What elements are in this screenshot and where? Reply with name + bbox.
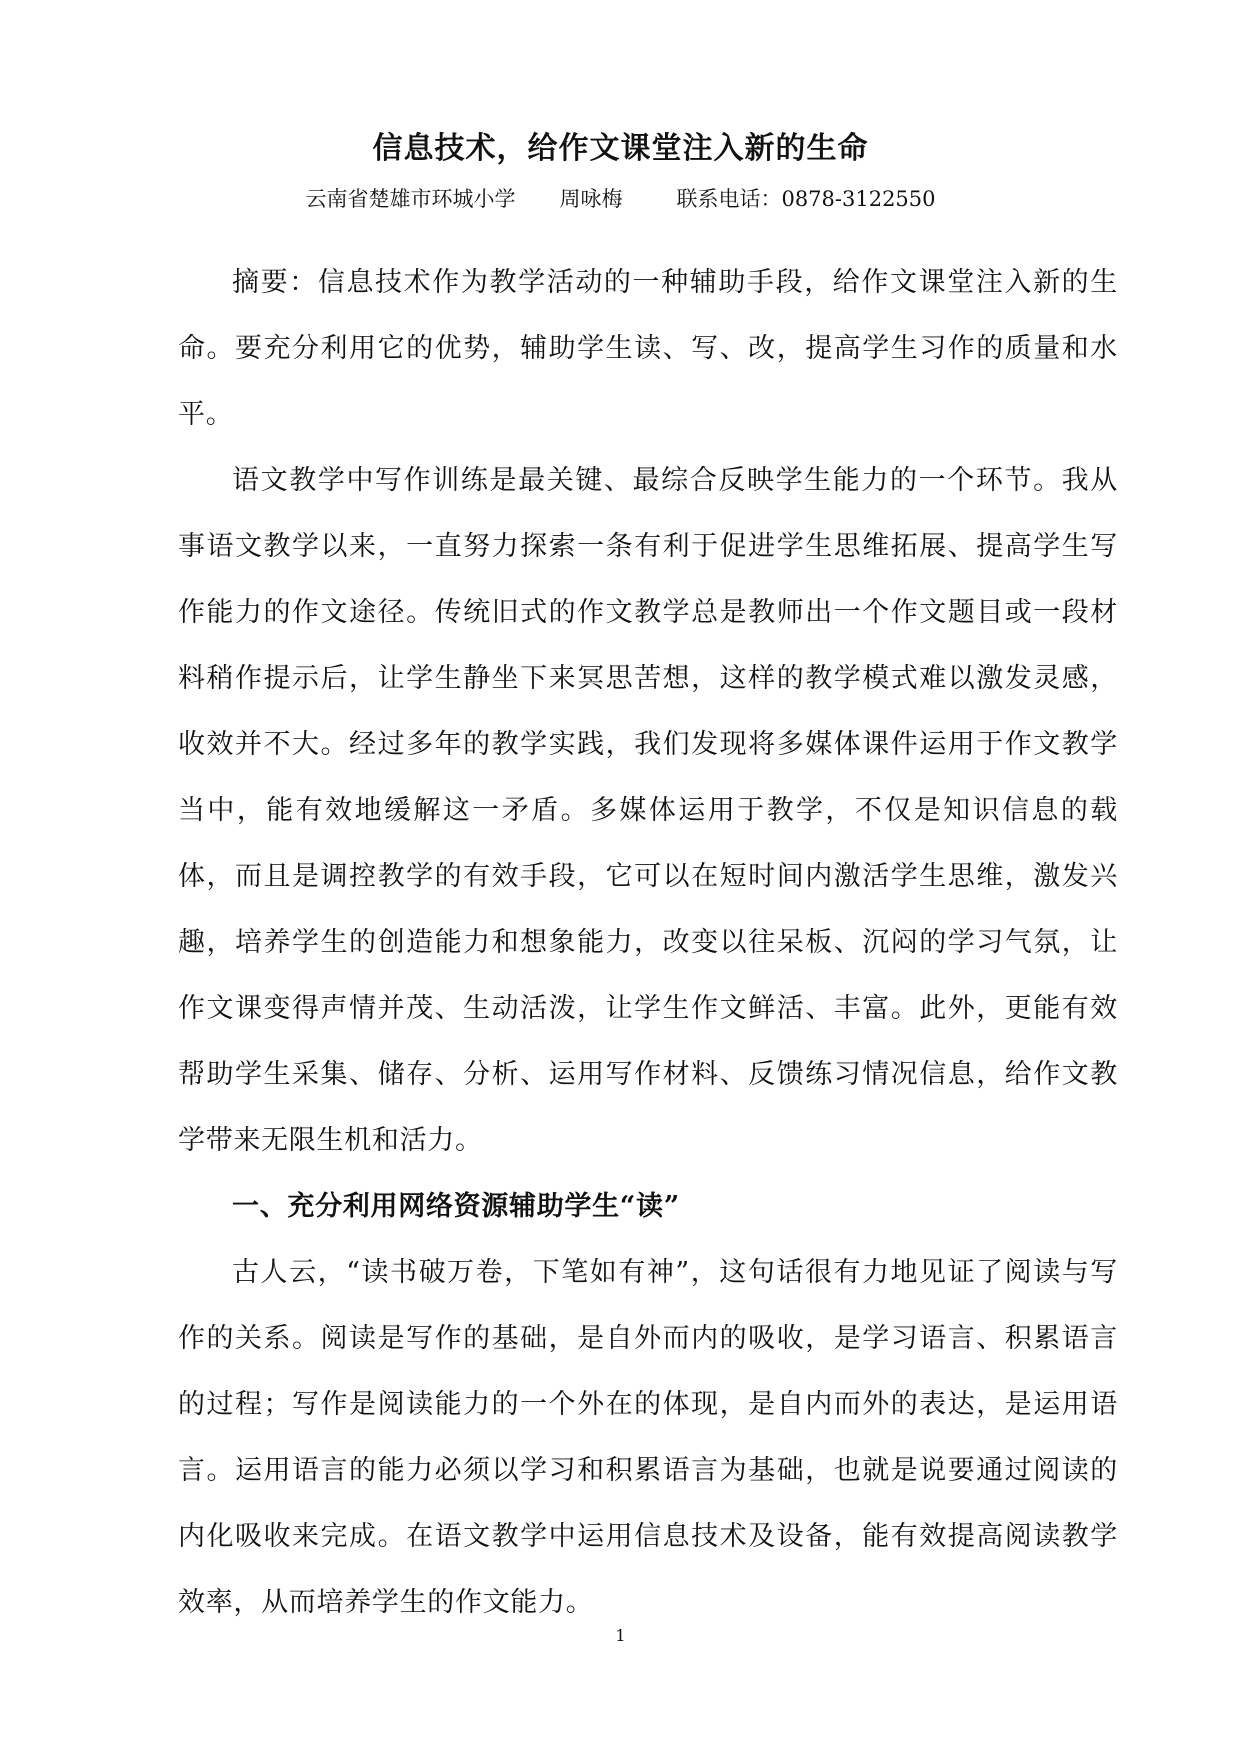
byline-contact: 联系电话：0878-3122550 [676,187,936,211]
document-title: 信息技术，给作文课堂注入新的生命 [372,131,869,166]
section-paragraph: 古人云，“读书破万卷，下笔如有神”，这句话很有力地见证了阅读与写作的关系。阅读是写作的基础，是自外而内的吸收，是学习语言、积累语言的过程；写作是阅读能力的一个外在的体现，是自内而外的表达，是运用语言。运用语言的能力必须以学习和积累语言为基础，也就是说要通过阅读的内化吸收来完成。在语文教学中运用信息技术及设备，能有效提高阅读教学效率，从而培养学生的作文能力。 [178,1257,1118,1618]
abstract-paragraph: 摘要：信息技术作为教学活动的一种辅助手段，给作文课堂注入新的生命。要充分利用它的优势，辅助学生读、写、改，提高学生习作的质量和水平。 [178,267,1118,430]
intro-paragraph: 语文教学中写作训练是最关键、最综合反映学生能力的一个环节。我从事语文教学以来，一直努力探索一条有利于促进学生思维拓展、提高学生写作能力的作文途径。传统旧式的作文教学总是教师出一个作文题目或一段材料稍作提示后，让学生静坐下来冥思苦想，这样的教学模式难以激发灵感，收效并不大。经过多年的教学实践，我们发现将多媒体课件运用于作文教学当中，能有效地缓解这一矛盾。多媒体运用于教学，不仅是知识信息的载体，而且是调控教学的有效手段，它可以在短时间内激活学生思维，激发兴趣，培养学生的创造能力和想象能力，改变以往呆板、沉闷的学习气氛，让作文课变得声情并茂、生动活泼，让学生作文鲜活、丰富。此外，更能有效帮助学生采集、储存、分析、运用写作材料、反馈练习情况信息，给作文教学带来无限生机和活力。 [178,465,1118,1156]
page-number: 1 [615,1626,626,1645]
document-body [178,250,1118,1636]
section-heading: 一、充分利用网络资源辅助学生“读” [232,1191,680,1222]
byline-school: 云南省楚雄市环城小学 [305,187,516,211]
byline [0,184,1241,214]
byline-author: 周咏梅 [559,187,623,211]
